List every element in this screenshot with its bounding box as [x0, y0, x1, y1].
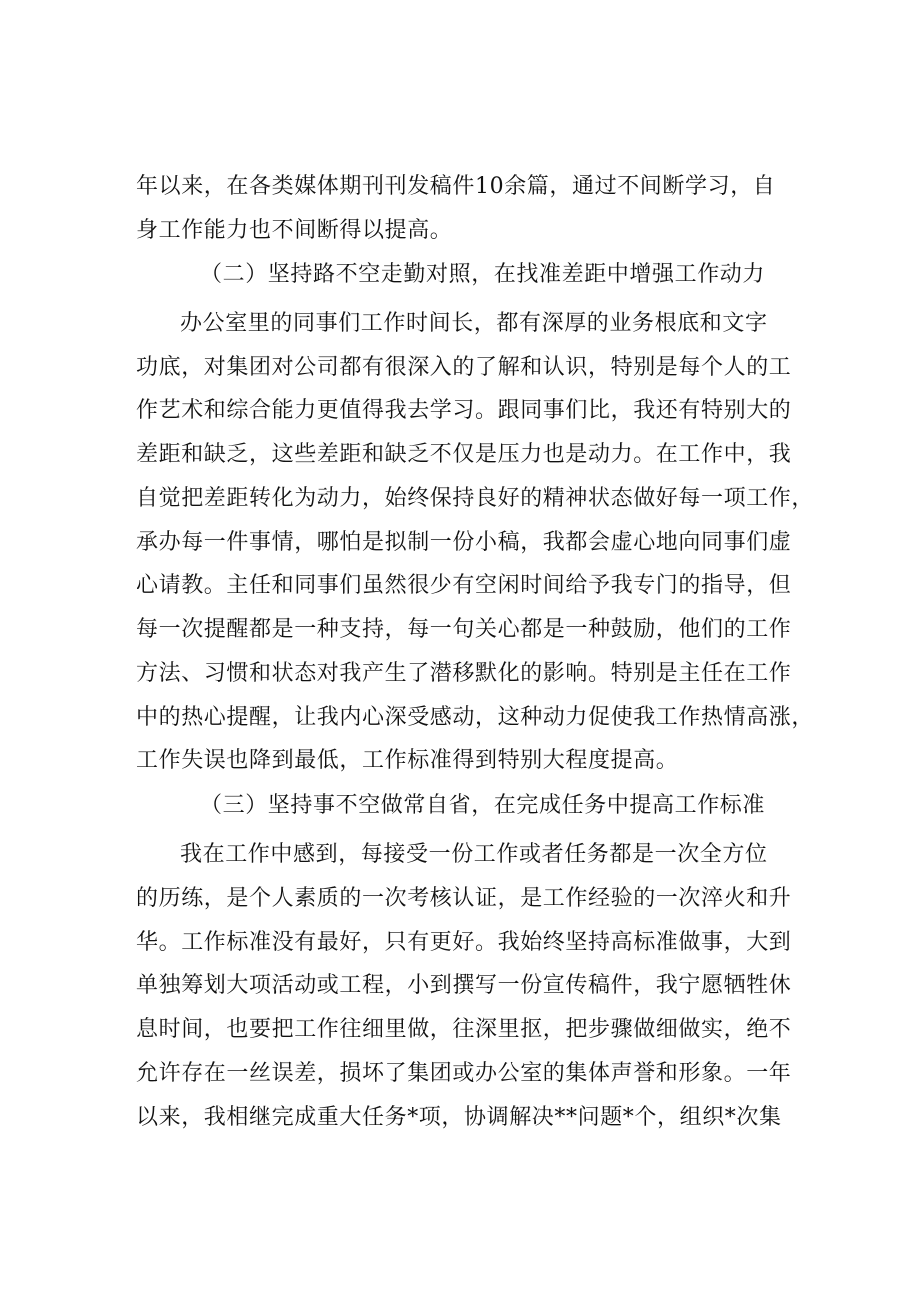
- body-text-line: 功底，对集团对公司都有很深入的了解和认识，特别是每个人的工: [136, 355, 792, 380]
- body-text-line: 作艺术和综合能力更值得我去学习。跟同事们比，我还有特别大的: [136, 398, 792, 423]
- body-text-line: 以来，我相继完成重大任务*项，协调解决**问题*个，组织*次集: [136, 1105, 782, 1130]
- body-text-line: 身工作能力也不间断得以提高。: [136, 218, 453, 243]
- body-text-line: 我在工作中感到，每接受一份工作或者任务都是一次全方位: [180, 842, 768, 867]
- body-text-line: 年以来，在各类媒体期刊刊发稿件10余篇，通过不间断学习，自: [136, 174, 776, 199]
- body-text-line: 华。工作标准没有最好，只有更好。我始终坚持高标准做事，大到: [136, 930, 792, 955]
- body-text-line: 差距和缺乏，这些差距和缺乏不仅是压力也是动力。在工作中，我: [136, 442, 792, 467]
- body-text-line: 中的热心提醒，让我内心深受感动，这种动力促使我工作热情高涨，: [136, 705, 815, 730]
- body-text-line: 的历练，是个人素质的一次考核认证，是工作经验的一次淬火和升: [136, 886, 792, 911]
- body-text-line: 心请教。主任和同事们虽然很少有空闲时间给予我专门的指导，但: [136, 573, 792, 598]
- body-text-line: 工作失误也降到最低，工作标准得到特别大程度提高。: [136, 748, 679, 773]
- body-text-line: 每一次提醒都是一种支持，每一句关心都是一种鼓励，他们的工作: [136, 617, 792, 642]
- body-text-line: 承办每一件事情，哪怕是拟制一份小稿，我都会虚心地向同事们虚: [136, 530, 792, 555]
- body-text-line: 允许存在一丝误差，损坏了集团或办公室的集体声誉和形象。一年: [136, 1061, 792, 1086]
- body-text-line: 单独筹划大项活动或工程，小到撰写一份宣传稿件，我宁愿牺牲休: [136, 973, 792, 998]
- section-heading: （三）坚持事不空做常自省，在完成任务中提高工作标准: [200, 793, 766, 818]
- body-text-line: 办公室里的同事们工作时间长，都有深厚的业务根底和文字: [180, 311, 768, 336]
- section-heading: （二）坚持路不空走勤对照，在找准差距中增强工作动力: [200, 262, 766, 287]
- body-text-line: 自觉把差距转化为动力，始终保持良好的精神状态做好每一项工作，: [136, 486, 815, 511]
- body-text-line: 方法、习惯和状态对我产生了潜移默化的影响。特别是主任在工作: [136, 661, 792, 686]
- body-text-line: 息时间，也要把工作往细里做，往深里抠，把步骤做细做实，绝不: [136, 1017, 792, 1042]
